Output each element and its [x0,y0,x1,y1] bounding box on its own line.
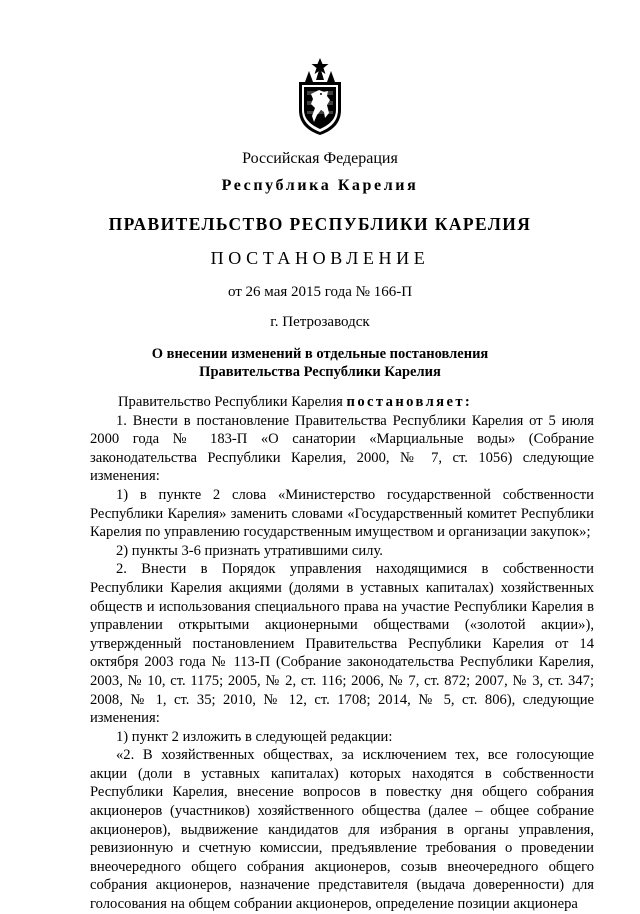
date-and-number: от 26 мая 2015 года № 166-П [227,284,413,300]
paragraph-2-item-1: 1) пункт 2 изложить в следующей редакции: [116,728,393,745]
paragraph-1: 1. Внести в постановление Правительства Республики Карелия от 5 июля 2000 года № 183-П «О санатории «Марциальные воды» (Собрание законодательства Республики Карелия, 2000, № 7, ст. 1056) следующие изменения: [90,412,594,485]
subject-line-2: Правительства Республики Карелия [199,364,441,380]
country-name: Российская Федерация [242,150,398,167]
resolves-word: постановляет: [346,394,473,410]
document-subject [0,345,640,381]
paragraph-2: 2. Внести в Порядок управления находящимися в собственности Республики Карелия акциями (долями в уставных капиталах) хозяйственных обществ и использования специального права на участие Республики Карелия в управлении открытыми акционерными обществами («золотой акции»), утвержденный постановлением Правительства Республики Карелия от 14 октября 2003 года № 113-П (Собрание законодательства Республики Карелия, 2003, № 10, ст. 1175; 2005, № 2, ст. 116; 2006, № 7, ст. 872; 2007, № 3, ст. 347; 2008, № 1, ст. 35; 2010, № 12, ст. 1708; 2014, № 5, ст. 806), следующие изменения: [90,561,594,727]
republic-name: Республика Карелия [221,177,419,194]
document-body [90,393,594,914]
paragraph-1-item-1: 1) в пункте 2 слова «Министерство государственной собственности Республики Карелия» заменить словами «Государственный комитет Республики Карелия по управлению государственным имуществом и организации закупок»; [90,486,594,541]
karelia-coat-of-arms-icon [297,58,343,136]
paragraph-2-quote: «2. В хозяйственных обществах, за исключением тех, все голосующие акции (доли в уставных капиталах) которых находятся в собственности Республики Карелия, внесение вопросов в повестку дня общего собрания акционеров (участников) хозяйственного общества (далее – общее собрание акционеров), выдвижение кандидатов для избрания в органы управления, ревизионную и счетную комиссии, предъявление требования о проведении внеочередного общего собрания акционеров, созыв внеочередного общего собрания акционеров, назначение представителя (выдача доверенности) для голосования на общем собрании акционеров, определение позиции акционера [90,747,594,913]
city: г. Петрозаводск [270,314,370,330]
subject-line-1: О внесении изменений в отдельные постановления [151,346,489,362]
document-type: ПОСТАНОВЛЕНИЕ [210,248,430,268]
intro-paragraph [90,393,594,412]
issuing-authority: ПРАВИТЕЛЬСТВО РЕСПУБЛИКИ КАРЕЛИЯ [108,214,532,234]
intro-text: Правительство Республики Карелия [118,394,347,410]
paragraph-1-item-2: 2) пункты 3-6 признать утратившими силу. [116,542,383,559]
